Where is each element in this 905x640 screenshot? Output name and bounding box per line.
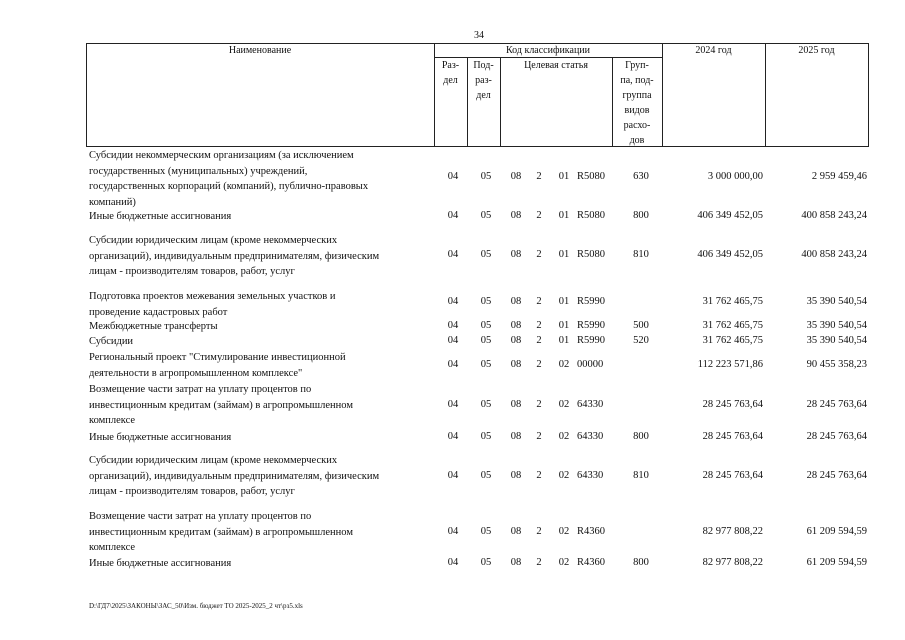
row-name: Субсидии (89, 336, 134, 347)
table-row: 04 05 08 2 01 R5990 500 31 762 465,75 35 390 540,54 (447, 320, 867, 331)
row-name: Иные бюджетные ассигнования (89, 211, 232, 222)
row-name: Субсидии некоммерческим организациям (за исключением государственных (муниципальных) учреждений, государственных корпораций (компаний), публично-правовых компаний) (89, 150, 369, 208)
table-row: 04 05 08 2 01 R5990 520 31 762 465,75 35 390 540,54 (447, 335, 867, 346)
table-row: 04 05 08 2 01 R5990 31 762 465,75 35 390 540,54 (447, 296, 867, 307)
table-row: 04 05 08 2 02 00000 112 223 571,86 90 455 358,23 (447, 359, 867, 370)
row-name: Возмещение части затрат на уплату процентов по инвестиционным кредитам (займам) в агропромышленном комплексе (89, 384, 353, 426)
file-path-footer: D:\ГД7\2025\ЗАКОНЫ\ЗАС_50\Изм. бюджет ТО 2025-2025_2 чт\рз5.xls (89, 602, 303, 610)
row-name: Подготовка проектов межевания земельных участков и проведение кадастровых работ (89, 291, 336, 318)
header-target: Целевая статья (524, 60, 588, 71)
table-row: 04 05 08 2 01 R5080 810 406 349 452,05 400 858 243,24 (447, 249, 867, 260)
header-podrazdel: Под- раз- дел (473, 60, 494, 101)
table-row: 04 05 08 2 02 R4360 800 82 977 808,22 61 209 594,59 (447, 557, 867, 568)
row-name: Субсидии юридическим лицам (кроме некоммерческих организаций), индивидуальным предпринимателям, физическим лицам - производителям товаров, работ, услуг (89, 455, 380, 497)
table-row: 04 05 08 2 02 64330 28 245 763,64 28 245 763,64 (447, 399, 867, 410)
header-code: Код классификации (505, 45, 591, 56)
table-row: 04 05 08 2 01 R5080 800 406 349 452,05 400 858 243,24 (447, 210, 867, 221)
row-name: Иные бюджетные ассигнования (89, 432, 232, 443)
page-number: 34 (474, 30, 484, 41)
header-razdel: Раз- дел (441, 60, 460, 86)
row-name: Возмещение части затрат на уплату процентов по инвестиционным кредитам (займам) в агропромышленном комплексе (89, 511, 353, 553)
header-name: Наименование (228, 45, 292, 56)
header-group: Груп- па, под- группа видов расхо- дов (620, 60, 654, 146)
row-name: Межбюджетные трансферты (89, 321, 218, 332)
row-name: Иные бюджетные ассигнования (89, 558, 232, 569)
table-row: 04 05 08 2 02 R4360 82 977 808,22 61 209 594,59 (447, 526, 867, 537)
header-2025: 2025 год (798, 45, 835, 56)
table-row: 04 05 08 2 02 64330 800 28 245 763,64 28 245 763,64 (447, 431, 867, 442)
row-name: Региональный проект "Стимулирование инвестиционной деятельности в агропромышленном комплексе" (89, 352, 346, 379)
table-row: 04 05 08 2 01 R5080 630 3 000 000,00 2 959 459,46 (447, 171, 867, 182)
table-row: 04 05 08 2 02 64330 810 28 245 763,64 28 245 763,64 (447, 470, 867, 481)
row-name: Субсидии юридическим лицам (кроме некоммерческих организаций), индивидуальным предпринимателям, физическим лицам - производителям товаров, работ, услуг (89, 235, 380, 277)
header-2024: 2024 год (695, 45, 732, 56)
